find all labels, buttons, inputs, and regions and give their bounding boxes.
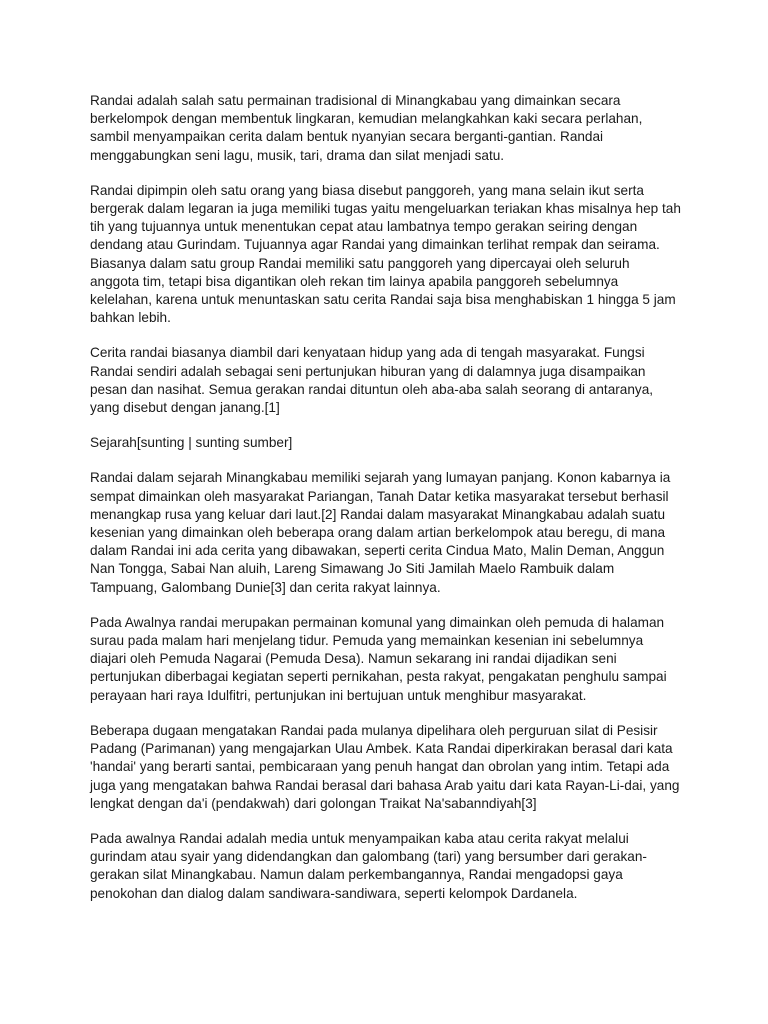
- paragraph-dugaan: Beberapa dugaan mengatakan Randai pada mulanya dipelihara oleh perguruan silat di Pesisir Padang (Parimanan) yang mengajarkan Ulau Ambek. Kata Randai diperkirakan berasal dari kata 'handai' yang berarti santai, pembicaraan yang penuh hangat dan obrolan yang intim. Tetapi ada juga yang mengatakan bahwa Randai berasal dari bahasa Arab yaitu dari kata Rayan-Li-dai, yang lengkat dengan da'i (pendakwah) dari golongan Traikat Na'sabanndiyah[3]: [90, 722, 680, 811]
- document-page: [90, 92, 682, 920]
- section-heading-sejarah: Sejarah[sunting | sunting sumber]: [90, 435, 293, 451]
- paragraph-cerita: Cerita randai biasanya diambil dari kenyataan hidup yang ada di tengah masyarakat. Fungsi Randai sendiri adalah sebagai seni pertunjukan hiburan yang di dalamnya juga disampaikan pesan dan nasihat. Semua gerakan randai dituntun oleh aba-aba salah seorang di antaranya, yang disebut dengan janang.[1]: [90, 345, 654, 416]
- paragraph-sejarah: Randai dalam sejarah Minangkabau memiliki sejarah yang lumayan panjang. Konon kabarnya ia sempat dimainkan oleh masyarakat Pariangan, Tanah Datar ketika masyarakat tersebut berhasil menangkap rusa yang keluar dari laut.[2] Randai dalam masyarakat Minangkabau adalah suatu kesenian yang dimainkan oleh beberapa orang dalam artian berkelompok atau beregu, di mana dalam Randai ini ada cerita yang dibawakan, seperti cerita Cindua Mato, Malin Deman, Anggun Nan Tongga, Sabai Nan aluih, Lareng Simawang Jo Siti Jamilah Maelo Rambuik dalam Tampuang, Galombang Dunie[3] dan cerita rakyat lainnya.: [90, 470, 671, 595]
- paragraph-panggoreh: Randai dipimpin oleh satu orang yang biasa disebut panggoreh, yang mana selain ikut serta bergerak dalam legaran ia juga memiliki tugas yaitu mengeluarkan teriakan khas misalnya hep tah tih yang tujuannya untuk menentukan cepat atau lambatnya tempo gerakan seiring dengan dendang atau Gurindam. Tujuannya agar Randai yang dimainkan terlihat rempak dan seirama. Biasanya dalam satu group Randai memiliki satu panggoreh yang dipercayai oleh seluruh anggota tim, tetapi bisa digantikan oleh rekan tim lainya apabila panggoreh sebelumnya kelelahan, karena untuk menuntaskan satu cerita Randai saja bisa menghabiskan 1 hingga 5 jam bahkan lebih.: [90, 182, 681, 326]
- paragraph-intro: Randai adalah salah satu permainan tradisional di Minangkabau yang dimainkan secara berkelompok dengan membentuk lingkaran, kemudian melangkahkan kaki secara perlahan, sambil menyampaikan cerita dalam bentuk nyanyian secara berganti-gantian. Randai menggabungkan seni lagu, musik, tari, drama dan silat menjadi satu.: [90, 93, 643, 163]
- paragraph-awalnya: Pada Awalnya randai merupakan permainan komunal yang dimainkan oleh pemuda di halaman surau pada malam hari menjelang tidur. Pemuda yang memainkan kesenian ini sebelumnya diajari oleh Pemuda Nagarai (Pemuda Desa). Namun sekarang ini randai dijadikan seni pertunjukan diberbagai kegiatan seperti pernikahan, pesta rakyat, pengakatan penghulu sampai perayaan hari raya Idulfitri, pertunjukan ini bertujuan untuk menghibur masyarakat.: [90, 614, 667, 703]
- paragraph-media: Pada awalnya Randai adalah media untuk menyampaikan kaba atau cerita rakyat melalui gurindam atau syair yang didendangkan dan galombang (tari) yang bersumber dari gerakan-gerakan silat Minangkabau. Namun dalam perkembangannya, Randai mengadopsi gaya penokohan dan dialog dalam sandiwara-sandiwara, seperti kelompok Dardanela.: [90, 830, 647, 901]
